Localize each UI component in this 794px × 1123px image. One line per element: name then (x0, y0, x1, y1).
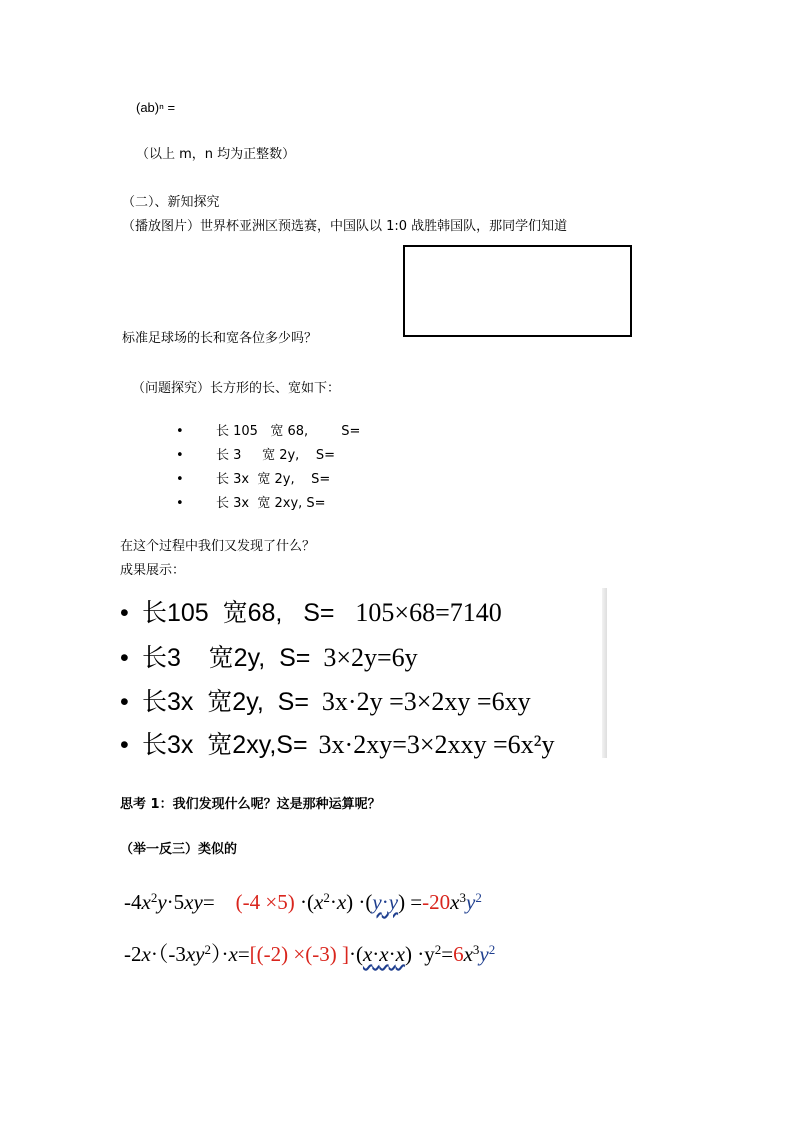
slide-edge (602, 588, 607, 758)
integer-note: （以上 m，n 均为正整数） (136, 147, 296, 162)
bullet-icon: • (120, 599, 129, 627)
results-label: 成果展示： (120, 563, 186, 578)
section-title: （二）、新知探究 (122, 195, 220, 210)
list-item: • 长 105 宽 68, S= (176, 424, 361, 439)
list-item: • 长 3x 宽 2xy, S= (176, 496, 326, 511)
list-item: • 长 3x 宽 2y, S= (176, 472, 331, 487)
bullet-icon: • (120, 688, 129, 716)
problem-title: （问题探究）长方形的长、宽如下： (132, 381, 341, 396)
equation-1: $-4x^2y\cdot 5xy=$ $(-4 \times 5) \cdot(x^2\cdot x) \cdot(y\cdot y) =-20x^3y^2$ (124, 889, 482, 914)
list-item: • 长 3 宽 2y, S= (176, 448, 335, 463)
analogy-title: （举一反三）类似的 (120, 842, 238, 857)
football-field-image (403, 245, 632, 337)
think-question: 思考 1：我们发现什么呢？这是那种运算呢？ (120, 797, 381, 812)
bullet-icon: • (176, 496, 184, 511)
bullet-icon: • (176, 448, 184, 463)
bullet-icon: • (120, 644, 129, 672)
result-row: • 长3 宽2y, S= 3×2y=6y (120, 643, 418, 672)
result-row: • 长3x 宽2y, S= 3x·2y =3×2xy =6xy (120, 687, 531, 716)
question-text: 在这个过程中我们又发现了什么？ (120, 539, 316, 554)
result-row: • 长105 宽68, S= 105×68=7140 (120, 598, 502, 627)
intro-text: （播放图片）世界杯亚洲区预选赛，中国队以 1:0 战胜韩国队，那同学们知道 (122, 219, 568, 234)
result-row: • 长3x 宽2xy,S= 3x·2xy=3×2xxy =6x²y (120, 730, 555, 759)
bullet-icon: • (176, 424, 184, 439)
bullet-icon: • (176, 472, 184, 487)
intro-continuation: 标准足球场的长和宽各位多少吗？ (122, 331, 318, 346)
bullet-icon: • (120, 731, 129, 759)
equation-2: $-2x\cdot(-3xy^2)\cdot x=[(-2) \times(-3)$ ]$\cdot(x\cdot x\cdot x) \cdot y^2=6x^3y^2$ (124, 941, 496, 966)
results-slide (112, 588, 605, 758)
formula-line: (ab)ⁿ = (136, 100, 176, 115)
